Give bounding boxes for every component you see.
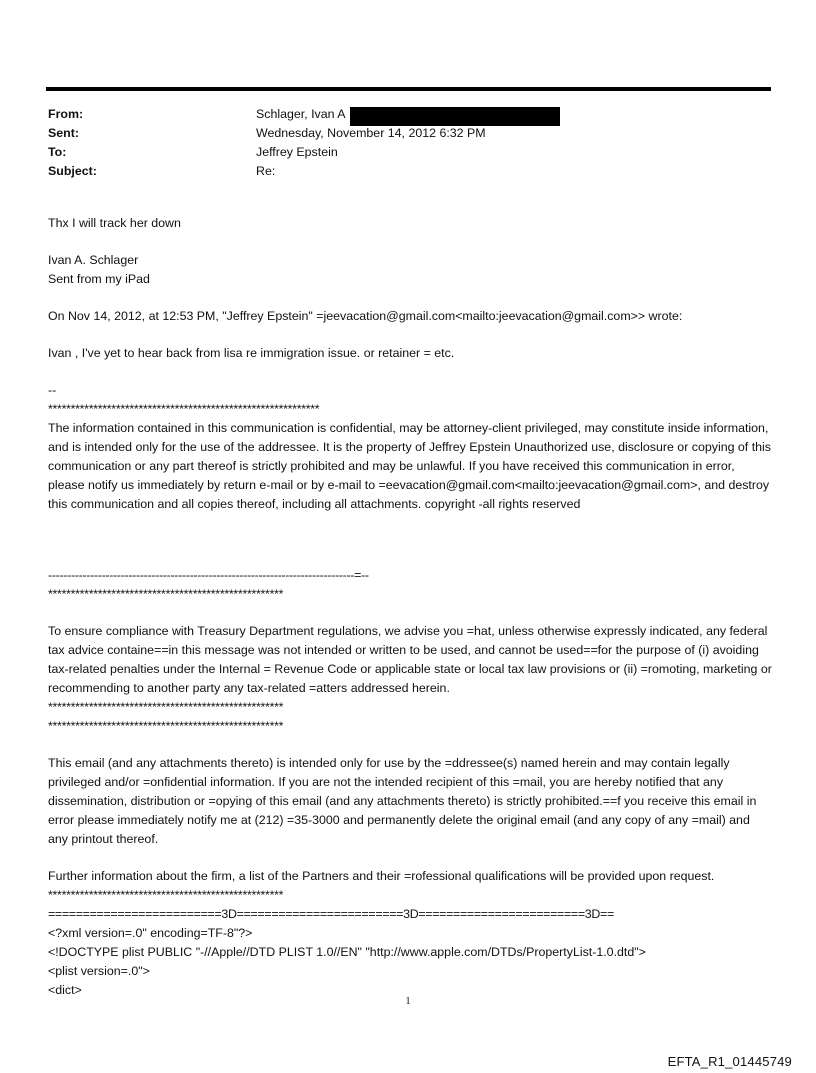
redaction-bar	[350, 107, 560, 126]
signature-name: Ivan A. Schlager	[48, 253, 139, 267]
message-line: Thx I will track her down	[48, 216, 181, 230]
dict-open: <dict>	[48, 983, 82, 997]
further-info: Further information about the firm, a list of the Partners and their =rofessional qualifications will be provided upon request.	[48, 869, 715, 883]
email-body	[48, 214, 773, 1000]
from-value: Schlager, Ivan A	[256, 107, 346, 121]
asterisk-separator: ****************************************************	[48, 700, 284, 714]
quote-intro: On Nov 14, 2012, at 12:53 PM, "Jeffrey Epstein" =jeevacation@gmail.com<mailto:jeevacation@gmail.com>> wrote:	[48, 309, 683, 323]
asterisk-separator: ****************************************************	[48, 888, 284, 902]
confidentiality-notice: The information contained in this communication is confidential, may be attorney-client privileged, may constitute inside information, and is intended only for the use of the addressee. It is the property of Jeffrey Epstein Unauthorized use, disclosure or copying of this communication or any part thereof is strictly prohibited and may be unlawful. If you have received this communication in error, please notify us immediately by return e-mail or by e-mail to =eevacation@gmail.com<mailto:jeevacation@gmail.com>, and destroy this communication and all copies thereof, including all attachments. copyright -all rights reserved	[48, 421, 771, 511]
asterisk-separator: ****************************************************	[48, 719, 284, 733]
document-id: EFTA_R1_01445749	[667, 1054, 792, 1069]
treasury-disclaimer: To ensure compliance with Treasury Department regulations, we advise you =hat, unless otherwise expressly indicated, any federal tax advice containe==in this message was not intended or written to be used, and cannot be used==for the purpose of (i) avoiding tax-related penalties under the Internal = Revenue Code or applicable state or local tax law provisions or (ii) =romoting, marketing or recommending to another party any tax-related =atters addressed herein.	[48, 624, 772, 695]
asterisk-separator: ************************************************************	[48, 402, 320, 416]
dash-separator: --------------------------------------------------------------------------------=--	[48, 568, 369, 582]
header-rule	[46, 87, 771, 91]
plist-open: <plist version=.0">	[48, 964, 150, 978]
from-label: From:	[48, 107, 84, 121]
page-number: 1	[405, 996, 411, 1007]
signature-sent-from: Sent from my iPad	[48, 272, 150, 286]
subject-label: Subject:	[48, 164, 97, 178]
doctype-line: <!DOCTYPE plist PUBLIC "-//Apple//DTD PLIST 1.0//EN" "http://www.apple.com/DTDs/PropertyList-1.0.dtd">	[48, 945, 646, 959]
signature-dash: --	[48, 383, 57, 397]
to-value: Jeffrey Epstein	[256, 145, 338, 159]
quoted-message: Ivan , I've yet to hear back from lisa re immigration issue. or retainer = etc.	[48, 346, 455, 360]
email-notice: This email (and any attachments thereto) is intended only for use by the =ddressee(s) named herein and may contain legally privileged and/or =onfidential information. If you are not the intended recipient of this =mail, you are hereby notified that any dissemination, distribution or =opying of this email (and any attachments thereto) is strictly prohibited.==f you receive this email in error please immediately notify me at (212) =35-3000 and permanently delete the original email (and any copy of any =mail) and any printout thereof.	[48, 756, 757, 846]
sent-value: Wednesday, November 14, 2012 6:32 PM	[256, 126, 486, 140]
to-label: To:	[48, 145, 67, 159]
equals-separator: =========================3D========================3D========================3D==	[48, 907, 614, 921]
subject-value: Re:	[256, 164, 276, 178]
sent-label: Sent:	[48, 126, 79, 140]
asterisk-separator: ****************************************************	[48, 587, 284, 601]
xml-declaration: <?xml version=.0" encoding=TF-8"?>	[48, 926, 253, 940]
from-value-wrap	[256, 107, 560, 126]
